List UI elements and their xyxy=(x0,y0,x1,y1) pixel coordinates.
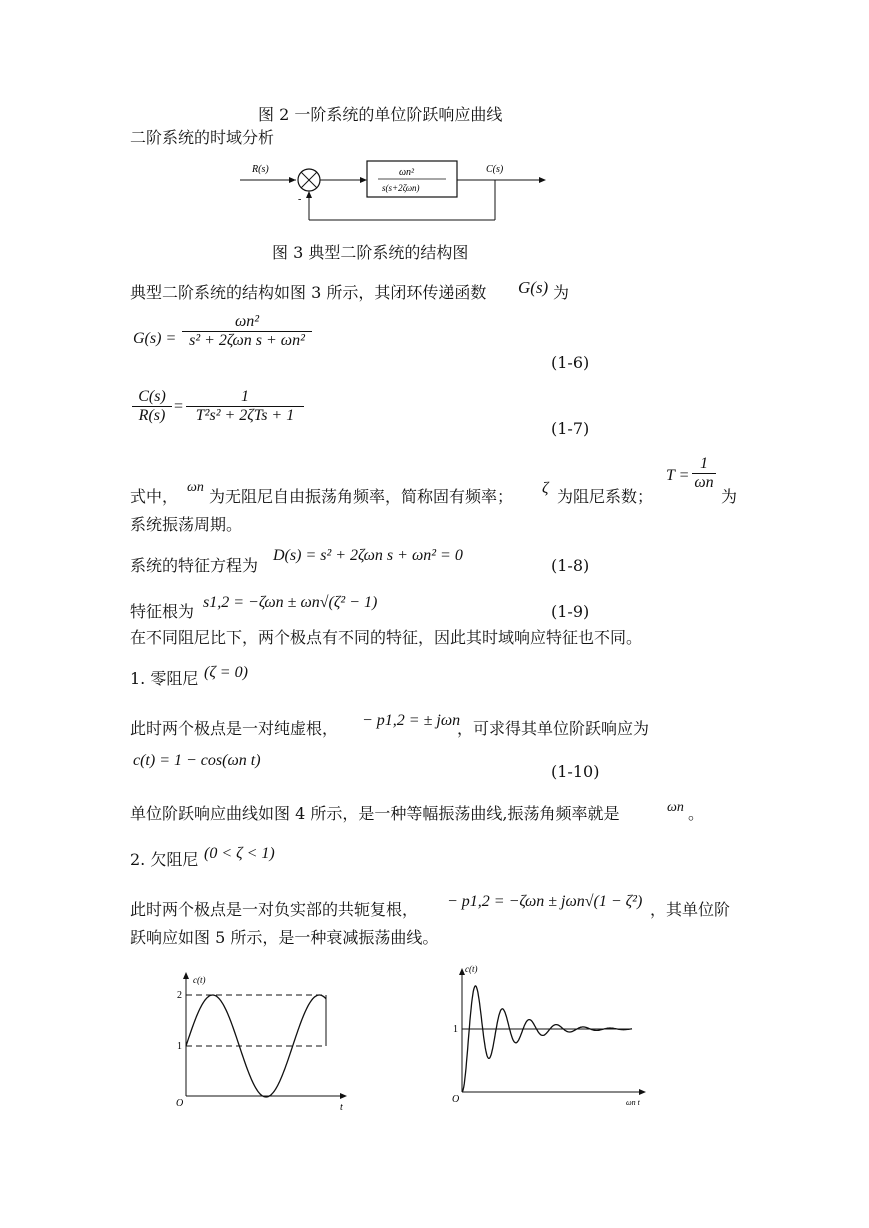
paragraph-characteristic-eq: 系统的特征方程为 xyxy=(130,556,259,575)
eq6-denominator: s² + 2ζωn s + ωn² xyxy=(182,331,312,350)
plot1-tick-2: 2 xyxy=(177,990,182,1001)
eq10: c(t) = 1 − cos(ωn t) xyxy=(133,752,261,769)
plot2-tick-1: 1 xyxy=(453,1024,458,1035)
poles-complex: − p1,2 = −ζωn ± jωn√(1 − ζ²) xyxy=(447,893,643,910)
eq7-lhs-fraction xyxy=(132,388,172,425)
paragraph-fig4: 单位阶跃响应曲线如图 4 所示，是一种等幅振荡曲线,振荡角频率就是 xyxy=(130,804,620,823)
paragraph-transfer-function-end: 为 xyxy=(553,283,570,302)
paragraph-fig4-end: 。 xyxy=(688,804,705,823)
eq6-numerator: ωn² xyxy=(234,313,260,330)
eq7-denominator: T²s² + 2ζTs + 1 xyxy=(186,406,304,425)
paragraph-complex-roots-c: 跃响应如图 5 所示，是一种衰减振荡曲线。 xyxy=(130,928,439,947)
plot2-ylabel: c(t) xyxy=(465,964,478,974)
paragraph-complex-roots-b: ，其单位阶 xyxy=(650,900,731,919)
plot-underdamped xyxy=(0,960,869,1130)
underdamped-response-curve xyxy=(462,986,632,1092)
plot2-origin: O xyxy=(452,1094,460,1105)
eq7-number: (1-7) xyxy=(551,419,590,438)
paragraph-definitions-a: 式中， xyxy=(130,487,179,506)
eq9: s1,2 = −ζωn ± ωn√(ζ² − 1) xyxy=(203,594,378,611)
eq7-equals: = xyxy=(174,398,184,415)
plot1-origin: O xyxy=(176,1098,184,1109)
diagram-block-numerator: ωn² xyxy=(399,167,415,178)
diagram-input-label: R(s) xyxy=(252,164,269,175)
plot1-ylabel: c(t) xyxy=(193,975,206,985)
paragraph-roots: 特征根为 xyxy=(130,602,195,621)
eq7-numerator: 1 xyxy=(241,388,249,405)
paragraph-transfer-function: 典型二阶系统的结构如图 3 所示，其闭环传递函数 xyxy=(130,283,487,302)
paragraph-definitions-e: 系统振荡周期。 xyxy=(130,515,243,534)
figure-2-caption: 图 2 一阶系统的单位阶跃响应曲线 xyxy=(258,105,503,124)
period-lhs: T = xyxy=(666,467,690,484)
eq6-lhs: G(s) = xyxy=(133,330,177,347)
figure-3-caption: 图 3 典型二阶系统的结构图 xyxy=(272,243,469,262)
paragraph-definitions-d: 为 xyxy=(721,487,738,506)
diagram-output-label: C(s) xyxy=(486,164,504,175)
plot2-xlabel: ωn t xyxy=(626,1098,640,1107)
heading-underdamped: 2. 欠阻尼 xyxy=(130,850,199,869)
paragraph-imag-roots-a: 此时两个极点是一对纯虚根， xyxy=(130,719,339,738)
eq7-lhs-numerator: C(s) xyxy=(138,388,166,405)
poles-pure-imag: − p1,2 = ± jωn xyxy=(362,712,461,729)
zeta-zero: (ζ = 0) xyxy=(204,664,248,681)
plot1-tick-1: 1 xyxy=(177,1041,182,1052)
section-title: 二阶系统的时域分析 xyxy=(130,128,275,147)
omega-n-symbol-2: ωn xyxy=(667,800,684,815)
eq7-lhs-denominator: R(s) xyxy=(132,406,172,425)
zeta-symbol: ζ xyxy=(542,480,549,497)
diagram-minus-sign: - xyxy=(298,194,302,205)
eq6-number: (1-6) xyxy=(551,353,590,372)
paragraph-imag-roots-b: ，可求得其单位阶跃响应为 xyxy=(457,719,650,738)
period-fraction xyxy=(692,455,716,492)
gs-symbol: G(s) xyxy=(518,278,549,297)
heading-zero-damping: 1. 零阻尼 xyxy=(130,669,199,688)
plot1-xlabel: t xyxy=(340,1102,343,1113)
eq10-number: (1-10) xyxy=(551,762,600,781)
eq6-fraction xyxy=(182,313,312,350)
period-numerator: 1 xyxy=(700,455,708,472)
paragraph-damping-intro: 在不同阻尼比下，两个极点有不同的特征，因此其时域响应特征也不同。 xyxy=(130,628,643,647)
paragraph-definitions-b: 为无阻尼自由振荡角频率，简称固有频率； xyxy=(209,487,514,506)
eq7-fraction xyxy=(186,388,304,425)
block-diagram xyxy=(0,150,869,230)
period-denominator: ωn xyxy=(692,473,716,492)
diagram-block-denominator: s(s+2ζωn) xyxy=(382,183,420,193)
eq8-number: (1-8) xyxy=(551,556,590,575)
paragraph-definitions-c: 为阻尼系数； xyxy=(557,487,654,506)
eq8: D(s) = s² + 2ζωn s + ωn² = 0 xyxy=(273,547,463,564)
omega-n-symbol: ωn xyxy=(187,480,204,495)
paragraph-complex-roots-a: 此时两个极点是一对负实部的共轭复根， xyxy=(130,900,419,919)
zeta-range: (0 < ζ < 1) xyxy=(204,845,275,862)
eq9-number: (1-9) xyxy=(551,602,590,621)
